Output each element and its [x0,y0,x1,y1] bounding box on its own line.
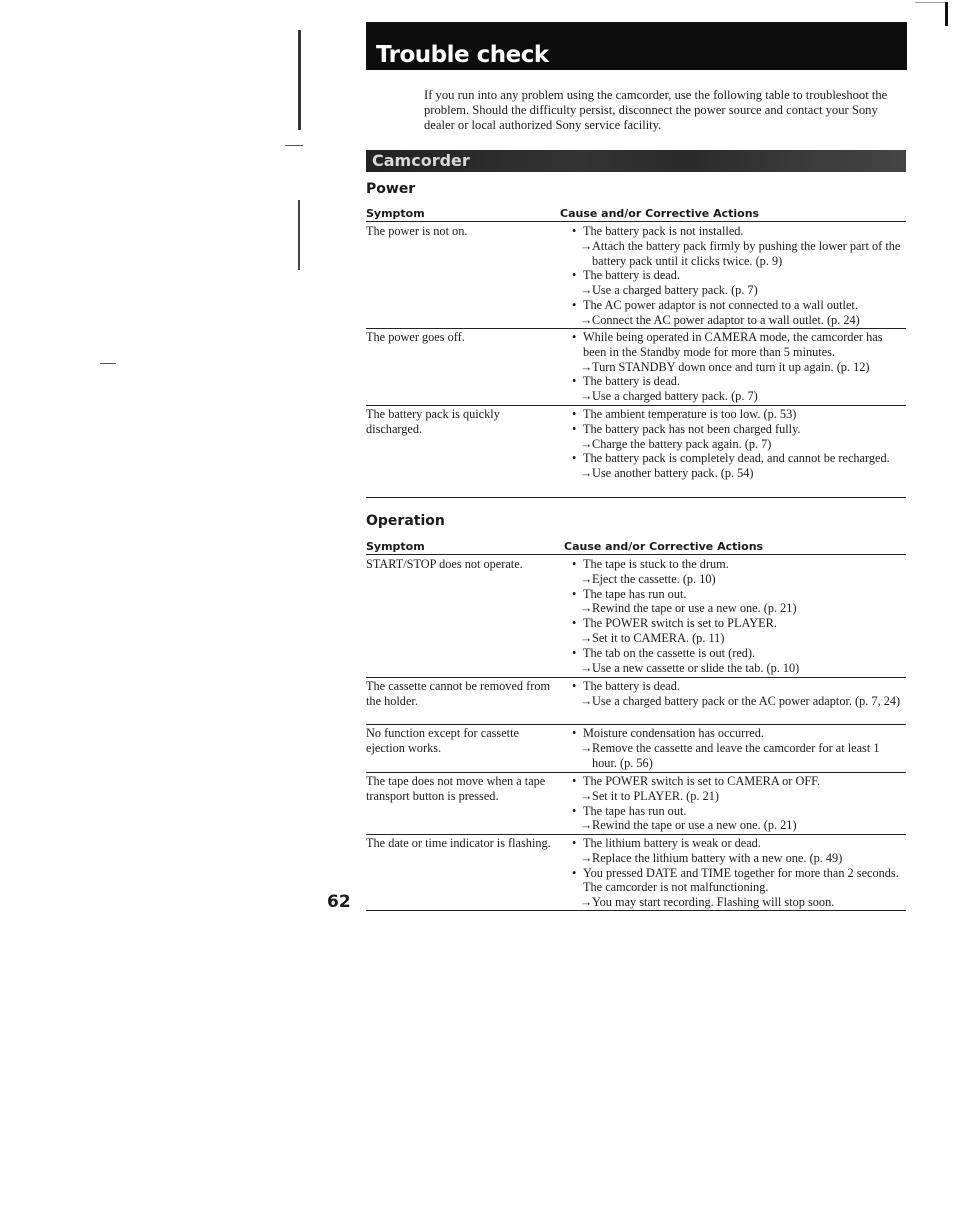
cause-item [572,268,906,283]
item-text: The battery pack is not installed. [583,224,744,238]
bullet-icon: • [572,421,577,436]
item-text: The ambient temperature is too low. (p. 53) [583,407,797,421]
corrective-action [572,601,906,616]
symptom-text: The tape does not move when a tape transport button is pressed. [366,774,546,803]
bullet-icon: • [572,374,577,389]
arrow-icon: → [580,850,593,865]
item-text: Moisture condensation has occurred. [583,726,764,740]
cause-list [572,679,906,709]
page-title: Trouble check [376,42,549,68]
item-text: Attach the battery pack firmly by pushing the lower part of the battery pack until it clicks twice. (p. 9) [592,238,901,268]
corrective-action [572,741,906,771]
bullet-icon: • [572,726,577,740]
item-text: Rewind the tape or use a new one. (p. 21) [592,601,797,616]
corrective-action [572,239,906,269]
cause-item [572,587,906,602]
arrow-icon: → [580,312,593,327]
section-title: Camcorder [372,151,470,170]
bullet-icon: • [572,407,577,421]
symptom-text: The battery pack is quickly discharged. [366,407,500,436]
arrow-icon: → [580,283,593,298]
item-text: Use a charged battery pack. (p. 7) [592,389,758,404]
item-text: Use a charged battery pack. (p. 7) [592,283,758,298]
bullet-icon: • [572,645,577,660]
intro-paragraph: If you run into any problem using the camcorder, use the following table to troubleshoot the problem. Should the difficulty persist, disconnect the power source and contact your Sony dealer or local authorized Sony service facility. [424,88,888,132]
corrective-action [572,572,906,587]
corner-crop-mark [945,2,948,26]
item-text: The tab on the cassette is out (red). [583,645,756,660]
section-banner [366,150,906,172]
item-text: Set it to CAMERA. (p. 11) [592,630,725,645]
cause-item [572,679,906,694]
page-number: 62 [327,892,351,912]
corrective-action [572,631,906,646]
arrow-icon: → [580,740,593,755]
cause-item [572,726,906,741]
cause-item [572,224,906,239]
operation-cause-header: Cause and/or Corrective Actions [564,540,764,553]
corrective-action [572,360,906,375]
arrow-icon: → [580,895,593,910]
item-text: You pressed DATE and TIME together for more than 2 seconds. The camcorder is not malfunctioning. [583,865,899,895]
cause-item [572,557,906,572]
symptom-text: The power goes off. [366,330,465,344]
corner-crop-line [915,2,945,3]
item-text: The AC power adaptor is not connected to a wall outlet. [583,297,858,312]
item-text: Replace the lithium battery with a new one. (p. 49) [592,850,843,865]
power-table-bottom-rule [366,497,906,498]
bullet-icon: • [572,297,577,312]
arrow-icon: → [580,788,593,803]
symptom-text: The date or time indicator is flashing. [366,836,551,850]
cause-item [572,646,906,661]
arrow-icon: → [580,359,593,374]
cause-item [572,451,906,466]
cause-list [572,836,906,910]
power-cause-header: Cause and/or Corrective Actions [560,207,760,220]
arrow-icon: → [580,693,593,708]
item-text: The tape has run out. [583,803,687,818]
item-text: The POWER switch is set to CAMERA or OFF. [583,774,821,788]
bullet-icon: • [572,836,577,850]
cause-list [572,557,906,675]
arrow-icon: → [580,660,593,675]
item-text: The battery is dead. [583,374,680,389]
item-text: Connect the AC power adaptor to a wall outlet. (p. 24) [592,312,860,327]
cause-item [572,298,906,313]
power-symptom-header: Symptom [366,207,425,220]
item-text: Rewind the tape or use a new one. (p. 21) [592,818,797,833]
cause-item [572,774,906,789]
item-text: Set it to PLAYER. (p. 21) [592,788,719,803]
item-text: The tape is stuck to the drum. [583,557,729,571]
bullet-icon: • [572,268,577,283]
corrective-action [572,283,906,298]
cause-list [572,774,906,833]
arrow-icon: → [580,818,593,833]
bullet-icon: • [572,224,577,238]
row-divider [366,724,906,725]
bullet-icon: • [572,451,577,466]
symptom-text: The cassette cannot be removed from the holder. [366,679,551,708]
corrective-action [572,437,906,452]
arrow-icon: → [580,466,593,481]
item-text: You may start recording. Flashing will stop soon. [592,895,835,910]
bullet-icon: • [572,774,577,788]
symptom-text: The power is not on. [366,224,468,238]
arrow-icon: → [580,389,593,404]
cause-list [572,224,906,328]
item-text: Turn STANDBY down once and turn it up again. (p. 12) [592,359,870,374]
bullet-icon: • [572,616,577,631]
binding-mark [285,145,303,146]
cause-item [572,804,906,819]
arrow-icon: → [580,630,593,645]
cause-item [572,422,906,437]
item-text: Use a charged battery pack or the AC power adaptor. (p. 7, 24) [592,693,901,708]
title-banner [366,22,907,70]
binding-mark [100,363,116,364]
power-header-rule [366,221,906,222]
cause-list [572,407,906,481]
row-divider [366,772,906,773]
item-text: Use another battery pack. (p. 54) [592,466,754,481]
item-text: The tape has run out. [583,586,687,601]
cause-item [572,374,906,389]
corrective-action [572,851,906,866]
row-divider [366,405,906,406]
item-text: While being operated in CAMERA mode, the camcorder has been in the Standby mode for more than 5 minutes. [583,330,883,359]
corrective-action [572,694,906,709]
cause-list [572,330,906,404]
cause-item [572,330,906,360]
operation-table-bottom-rule [366,910,906,911]
bullet-icon: • [572,586,577,601]
arrow-icon: → [580,601,593,616]
item-text: The battery is dead. [583,268,680,283]
bullet-icon: • [572,803,577,818]
binding-mark [298,200,300,270]
corrective-action [572,789,906,804]
arrow-icon: → [580,436,593,451]
row-divider [366,328,906,329]
symptom-text: No function except for cassette ejection works. [366,726,519,755]
corrective-action [572,895,906,910]
item-text: Use a new cassette or slide the tab. (p. 10) [592,660,800,675]
corrective-action [572,818,906,833]
bullet-icon: • [572,557,577,571]
item-text: Eject the cassette. (p. 10) [592,571,716,586]
item-text: The battery pack has not been charged fully. [583,421,801,436]
bullet-icon: • [572,865,577,880]
corrective-action [572,389,906,404]
row-divider [366,677,906,678]
cause-item [572,866,906,896]
bullet-icon: • [572,679,577,693]
arrow-icon: → [580,571,593,586]
operation-heading: Operation [366,513,445,529]
corrective-action [572,466,906,481]
cause-item [572,616,906,631]
cause-item [572,407,906,422]
operation-header-rule [366,554,906,555]
binding-mark [298,30,301,130]
corrective-action [572,661,906,676]
item-text: The battery is dead. [583,679,680,693]
bullet-icon: • [572,330,577,344]
row-divider [366,834,906,835]
item-text: Remove the cassette and leave the camcorder for at least 1 hour. (p. 56) [592,740,880,770]
cause-list [572,726,906,770]
item-text: The battery pack is completely dead, and cannot be recharged. [583,451,890,466]
arrow-icon: → [580,238,593,253]
cause-item [572,836,906,851]
operation-symptom-header: Symptom [366,540,425,553]
item-text: The POWER switch is set to PLAYER. [583,616,777,631]
symptom-text: START/STOP does not operate. [366,557,523,571]
item-text: Charge the battery pack again. (p. 7) [592,436,772,451]
power-heading: Power [366,181,416,197]
corrective-action [572,313,906,328]
item-text: The lithium battery is weak or dead. [583,836,761,850]
